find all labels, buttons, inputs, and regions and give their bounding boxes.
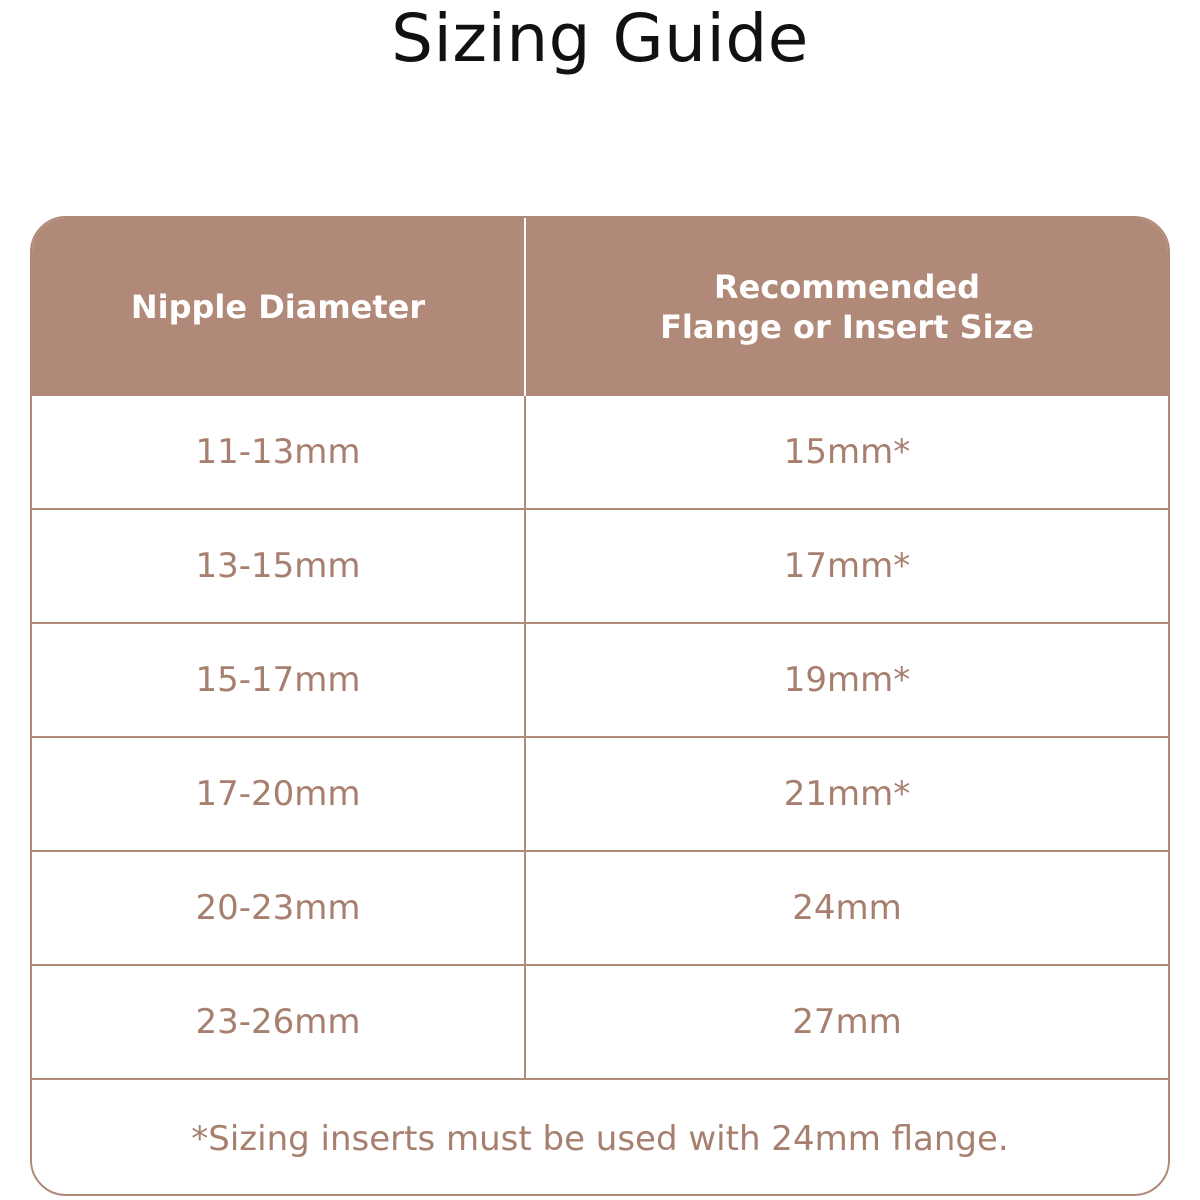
- table-row: [32, 510, 1168, 624]
- size-cell: 27mm: [792, 1002, 902, 1042]
- table-row: [32, 852, 1168, 966]
- size-cell: 19mm*: [783, 660, 911, 700]
- table-row: [32, 966, 1168, 1080]
- header-recommended-line1: Recommended: [714, 268, 980, 306]
- diameter-cell: 11-13mm: [195, 432, 361, 472]
- diameter-cell: 20-23mm: [195, 888, 361, 928]
- table-header: [32, 218, 1168, 396]
- size-cell: 15mm*: [783, 432, 911, 472]
- size-cell: 21mm*: [783, 774, 911, 814]
- table-row: [32, 624, 1168, 738]
- diameter-cell: 23-26mm: [195, 1002, 361, 1042]
- footnote: *Sizing inserts must be used with 24mm flange.: [191, 1119, 1009, 1159]
- diameter-cell: 17-20mm: [195, 774, 361, 814]
- page-title: Sizing Guide: [391, 0, 809, 77]
- header-nipple-diameter: Nipple Diameter: [130, 288, 426, 326]
- sizing-table: [30, 216, 1170, 1196]
- size-cell: 24mm: [792, 888, 902, 928]
- header-recommended-line2: Flange or Insert Size: [660, 308, 1034, 346]
- table-row: [32, 738, 1168, 852]
- table-row: [32, 396, 1168, 510]
- diameter-cell: 13-15mm: [195, 546, 361, 586]
- diameter-cell: 15-17mm: [195, 660, 361, 700]
- size-cell: 17mm*: [783, 546, 911, 586]
- header-recommended-size: [526, 218, 1168, 396]
